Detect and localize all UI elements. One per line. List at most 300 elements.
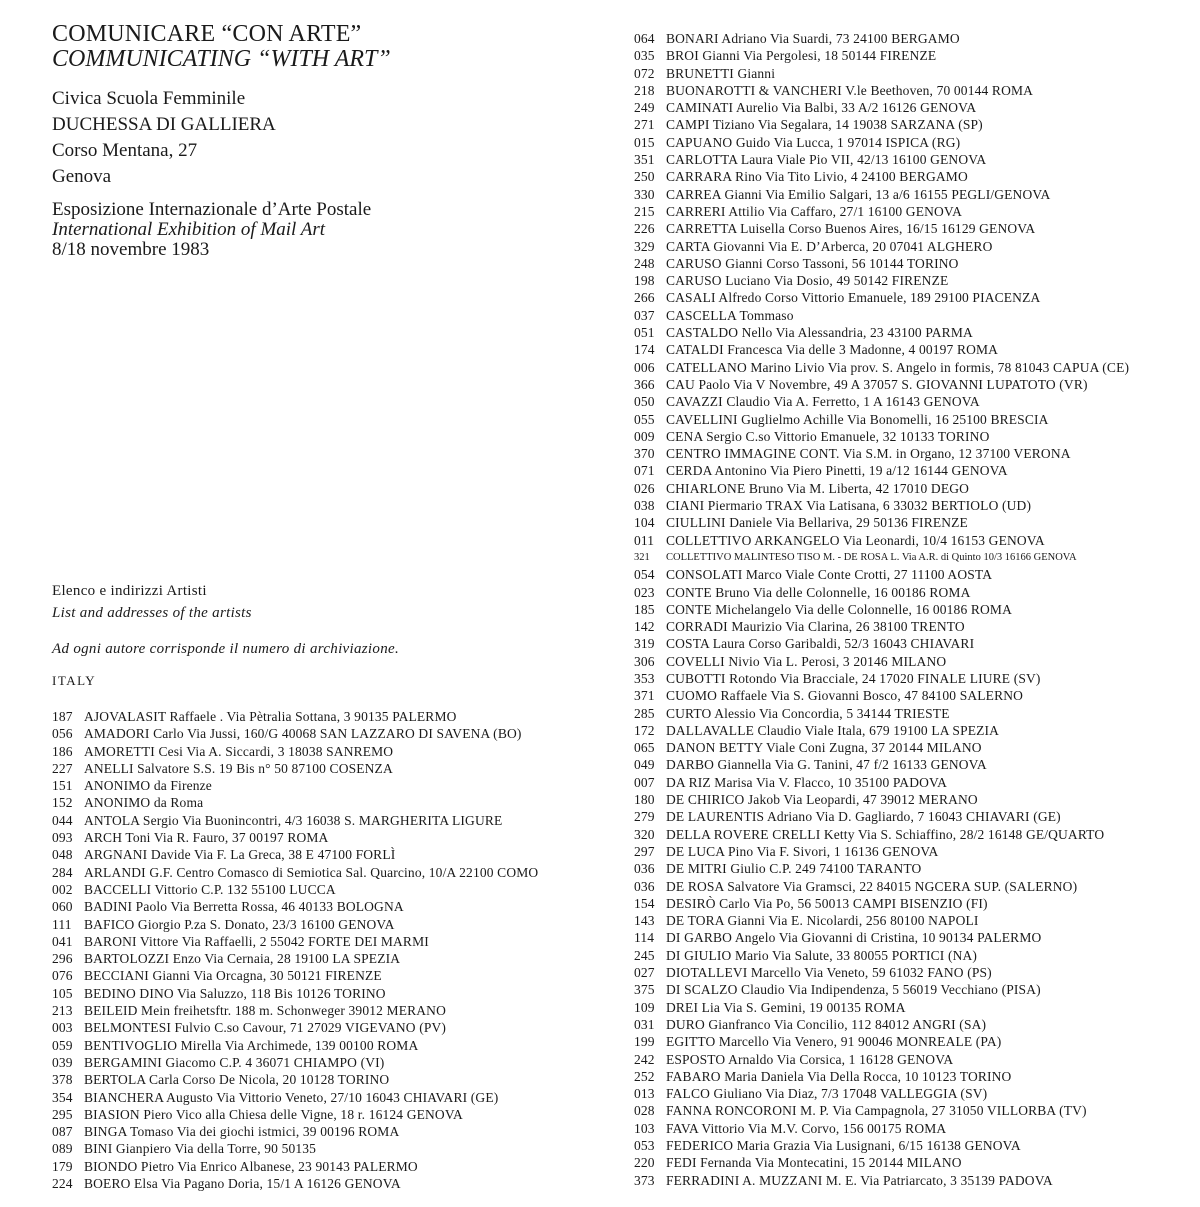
artist-name-address: FAVA Vittorio Via M.V. Corvo, 156 00175 ROMA bbox=[666, 1120, 947, 1136]
archive-number: 245 bbox=[634, 947, 655, 963]
artist-name-address: BARONI Vittore Via Raffaelli, 2 55042 FORTE DEI MARMI bbox=[84, 933, 429, 949]
archive-number: 215 bbox=[634, 203, 655, 219]
archive-number: 060 bbox=[52, 899, 73, 915]
artist-entry bbox=[634, 705, 1194, 722]
archive-number: 199 bbox=[634, 1034, 655, 1050]
artist-name-address: COLLETTIVO ARKANGELO Via Leonardi, 10/4 16153 GENOVA bbox=[666, 532, 1045, 548]
artist-entry bbox=[634, 238, 1194, 255]
artist-name-address: FANNA RONCORONI M. P. Via Campagnola, 27 31050 VILLORBA (TV) bbox=[666, 1103, 1087, 1119]
artist-entry bbox=[634, 134, 1194, 151]
archive-number: 179 bbox=[52, 1158, 73, 1174]
artist-entry bbox=[52, 1019, 612, 1036]
artist-entry bbox=[634, 1085, 1194, 1102]
artist-entry bbox=[634, 1137, 1194, 1154]
archive-number: 354 bbox=[52, 1089, 73, 1105]
artist-name-address: CATELLANO Marino Livio Via prov. S. Angelo in formis, 78 81043 CAPUA (CE) bbox=[666, 359, 1130, 375]
artist-name-address: BENTIVOGLIO Mirella Via Archimede, 139 00100 ROMA bbox=[84, 1037, 419, 1053]
artist-name-address: ARGNANI Davide Via F. La Greca, 38 E 47100 FORLÌ bbox=[84, 847, 396, 863]
artist-name-address: AMORETTI Cesi Via A. Siccardi, 3 18038 SANREMO bbox=[84, 743, 394, 759]
artist-entry bbox=[634, 860, 1194, 877]
artist-name-address: BELMONTESI Fulvio C.so Cavour, 71 27029 VIGEVANO (PV) bbox=[84, 1020, 447, 1036]
artist-name-address: ANONIMO da Firenze bbox=[84, 778, 212, 794]
archive-number: 035 bbox=[634, 48, 655, 64]
artist-entry bbox=[634, 549, 1194, 566]
artist-entry bbox=[634, 618, 1194, 635]
archive-number: 154 bbox=[634, 895, 655, 911]
artist-name-address: CUBOTTI Rotondo Via Bracciale, 24 17020 FINALE LIURE (SV) bbox=[666, 670, 1041, 686]
artist-name-address: CASALI Alfredo Corso Vittorio Emanuele, 189 29100 PIACENZA bbox=[666, 290, 1041, 306]
artist-entry bbox=[634, 376, 1194, 393]
archive-number: 105 bbox=[52, 985, 73, 1001]
artist-name-address: ARCH Toni Via R. Fauro, 37 00197 ROMA bbox=[84, 830, 329, 846]
artist-entry bbox=[52, 1071, 612, 1088]
archive-number: 366 bbox=[634, 376, 655, 392]
archive-number: 048 bbox=[52, 847, 73, 863]
artist-name-address: CAMPI Tiziano Via Segalara, 14 19038 SARZANA (SP) bbox=[666, 117, 983, 133]
artist-entry bbox=[634, 1172, 1194, 1189]
artist-name-address: CASTALDO Nello Via Alessandria, 23 43100 PARMA bbox=[666, 325, 973, 341]
archive-number: 071 bbox=[634, 463, 655, 479]
archive-number: 252 bbox=[634, 1068, 655, 1084]
artist-entry bbox=[634, 843, 1194, 860]
artist-name-address: DI GARBO Angelo Via Giovanni di Cristina, 10 90134 PALERMO bbox=[666, 930, 1042, 946]
artist-name-address: FALCO Giuliano Via Diaz, 7/3 17048 VALLEGGIA (SV) bbox=[666, 1086, 988, 1102]
list-title-english: List and addresses of the artists bbox=[52, 605, 252, 621]
artist-name-address: DE ROSA Salvatore Via Gramsci, 22 84015 NGCERA SUP. (SALERNO) bbox=[666, 878, 1078, 894]
artist-entry bbox=[634, 912, 1194, 929]
artist-name-address: CARLOTTA Laura Viale Pio VII, 42/13 16100 GENOVA bbox=[666, 152, 987, 168]
artist-name-address: DARBO Giannella Via G. Tanini, 47 f/2 16133 GENOVA bbox=[666, 757, 987, 773]
artist-entry bbox=[634, 1154, 1194, 1171]
artist-entry bbox=[634, 929, 1194, 946]
artist-entry bbox=[634, 566, 1194, 583]
archive-number: 093 bbox=[52, 830, 73, 846]
artist-entry bbox=[634, 947, 1194, 964]
artist-name-address: DESIRÒ Carlo Via Po, 56 50013 CAMPI BISENZIO (FI) bbox=[666, 895, 988, 911]
artist-name-address: CAVELLINI Guglielmo Achille Via Bonomelli, 16 25100 BRESCIA bbox=[666, 411, 1049, 427]
artist-entry bbox=[634, 670, 1194, 687]
archive-number: 250 bbox=[634, 169, 655, 185]
archive-number: 109 bbox=[634, 999, 655, 1015]
artist-entry bbox=[634, 601, 1194, 618]
artist-entry bbox=[634, 791, 1194, 808]
artist-name-address: DANON BETTY Viale Coni Zugna, 37 20144 MILANO bbox=[666, 740, 982, 756]
archive-number: 285 bbox=[634, 705, 655, 721]
artist-entry bbox=[52, 777, 612, 794]
artist-name-address: CIANI Piermario TRAX Via Latisana, 6 33032 BERTIOLO (UD) bbox=[666, 498, 1032, 514]
artist-entry bbox=[634, 220, 1194, 237]
artist-entry bbox=[634, 393, 1194, 410]
archive-number: 249 bbox=[634, 100, 655, 116]
archive-number: 114 bbox=[634, 930, 655, 946]
archive-number: 037 bbox=[634, 307, 655, 323]
artist-name-address: CARRARA Rino Via Tito Livio, 4 24100 BERGAMO bbox=[666, 169, 968, 185]
artist-name-address: BIONDO Pietro Via Enrico Albanese, 23 90143 PALERMO bbox=[84, 1158, 418, 1174]
artist-name-address: CARTA Giovanni Via E. D’Arberca, 20 07041 ALGHERO bbox=[666, 238, 993, 254]
archive-number: 242 bbox=[634, 1051, 655, 1067]
artist-entry bbox=[634, 774, 1194, 791]
artist-name-address: BIASION Piero Vico alla Chiesa delle Vigne, 18 r. 16124 GENOVA bbox=[84, 1106, 463, 1122]
city: Genova bbox=[52, 166, 112, 187]
artist-name-address: CARREA Gianni Via Emilio Salgari, 13 a/6 16155 PEGLI/GENOVA bbox=[666, 186, 1051, 202]
school-name: DUCHESSA DI GALLIERA bbox=[52, 114, 276, 135]
archive-number: 104 bbox=[634, 515, 655, 531]
artist-name-address: CONTE Bruno Via delle Colonnelle, 16 00186 ROMA bbox=[666, 584, 971, 600]
artist-entry bbox=[634, 307, 1194, 324]
archive-number: 111 bbox=[52, 916, 72, 932]
artist-name-address: DI GIULIO Mario Via Salute, 33 80055 PORTICI (NA) bbox=[666, 947, 978, 963]
archive-number: 076 bbox=[52, 968, 73, 984]
artist-entry bbox=[634, 687, 1194, 704]
archive-number: 050 bbox=[634, 394, 655, 410]
archive-number: 049 bbox=[634, 757, 655, 773]
artist-entry bbox=[52, 743, 612, 760]
artist-entry bbox=[52, 985, 612, 1002]
artist-name-address: COLLETTIVO MALINTESO TISO M. - DE ROSA L. Via A.R. di Quinto 10/3 16166 GENOVA bbox=[666, 551, 1077, 563]
archive-number: 187 bbox=[52, 709, 73, 724]
artist-name-address: CAMINATI Aurelio Via Balbi, 33 A/2 16126 GENOVA bbox=[666, 100, 977, 116]
artist-entry bbox=[634, 341, 1194, 358]
artist-name-address: BADINI Paolo Via Berretta Rossa, 46 40133 BOLOGNA bbox=[84, 899, 404, 915]
archive-number: 039 bbox=[52, 1054, 73, 1070]
archive-number: 373 bbox=[634, 1172, 655, 1188]
archive-number: 353 bbox=[634, 670, 655, 686]
archive-number: 027 bbox=[634, 965, 655, 981]
artist-entry bbox=[634, 289, 1194, 306]
artist-name-address: AJOVALASIT Raffaele . Via Pètralia Sottana, 3 90135 PALERMO bbox=[84, 709, 457, 724]
archive-number: 011 bbox=[634, 532, 655, 548]
archive-number: 044 bbox=[52, 812, 73, 828]
artist-entry bbox=[634, 584, 1194, 601]
artist-name-address: DE TORA Gianni Via E. Nicolardi, 256 80100 NAPOLI bbox=[666, 913, 979, 929]
list-title-italian: Elenco e indirizzi Artisti bbox=[52, 583, 207, 599]
archive-number: 055 bbox=[634, 411, 655, 427]
artist-entry bbox=[634, 999, 1194, 1016]
artist-name-address: DELLA ROVERE CRELLI Ketty Via S. Schiaffino, 28/2 16148 GE/QUARTO bbox=[666, 826, 1105, 842]
archive-number: 142 bbox=[634, 619, 655, 635]
archive-number: 226 bbox=[634, 221, 655, 237]
artist-entry bbox=[52, 1002, 612, 1019]
artist-name-address: BECCIANI Gianni Via Orcagna, 30 50121 FIRENZE bbox=[84, 968, 382, 984]
artist-name-address: AMADORI Carlo Via Jussi, 160/G 40068 SAN LAZZARO DI SAVENA (BO) bbox=[84, 726, 522, 742]
archive-number: 266 bbox=[634, 290, 655, 306]
archive-number: 174 bbox=[634, 342, 655, 358]
artist-name-address: CIULLINI Daniele Via Bellariva, 29 50136 FIRENZE bbox=[666, 515, 968, 531]
archive-number: 329 bbox=[634, 238, 655, 254]
archive-number: 351 bbox=[634, 152, 655, 168]
artist-entry bbox=[634, 255, 1194, 272]
artist-name-address: CHIARLONE Bruno Via M. Liberta, 42 17010 DEGO bbox=[666, 480, 970, 496]
venue-address bbox=[52, 86, 612, 190]
artist-entry bbox=[52, 1123, 612, 1140]
artist-entry bbox=[52, 1037, 612, 1054]
archive-number: 051 bbox=[634, 325, 655, 341]
archive-number: 003 bbox=[52, 1020, 73, 1036]
artist-name-address: DREI Lia Via S. Gemini, 19 00135 ROMA bbox=[666, 999, 906, 1015]
archive-number: 007 bbox=[634, 774, 655, 790]
artist-entry bbox=[52, 1106, 612, 1123]
artist-entry bbox=[634, 272, 1194, 289]
archive-number: 378 bbox=[52, 1072, 73, 1088]
artist-entry bbox=[634, 462, 1194, 479]
archive-number: 015 bbox=[634, 134, 655, 150]
archive-number: 296 bbox=[52, 951, 73, 967]
artist-entry bbox=[52, 1158, 612, 1175]
archive-number: 213 bbox=[52, 1003, 73, 1019]
archive-number: 087 bbox=[52, 1124, 73, 1140]
archive-number: 321 bbox=[634, 551, 650, 563]
exhibition-dates: 8/18 novembre 1983 bbox=[52, 239, 210, 260]
archive-number: 297 bbox=[634, 843, 655, 859]
artist-entry bbox=[634, 151, 1194, 168]
archive-number: 306 bbox=[634, 653, 655, 669]
artist-name-address: CUOMO Raffaele Via S. Giovanni Bosco, 47 84100 SALERNO bbox=[666, 688, 1024, 704]
archive-number: 002 bbox=[52, 881, 73, 897]
archive-number: 371 bbox=[634, 688, 655, 704]
school-label: Civica Scuola Femminile bbox=[52, 88, 246, 109]
archive-number: 152 bbox=[52, 795, 73, 811]
artist-name-address: CATALDI Francesca Via delle 3 Madonne, 4 00197 ROMA bbox=[666, 342, 999, 358]
artist-entry bbox=[52, 812, 612, 829]
artist-entry bbox=[634, 964, 1194, 981]
artist-entry bbox=[634, 82, 1194, 99]
artist-name-address: BROI Gianni Via Pergolesi, 18 50144 FIRENZE bbox=[666, 48, 937, 64]
artist-entry bbox=[52, 916, 612, 933]
artist-entry bbox=[634, 653, 1194, 670]
artist-entry bbox=[634, 497, 1194, 514]
archive-number: 103 bbox=[634, 1120, 655, 1136]
artist-name-address: CORRADI Maurizio Via Clarina, 26 38100 TRENTO bbox=[666, 619, 965, 635]
artist-entry bbox=[634, 1068, 1194, 1085]
archive-number: 036 bbox=[634, 878, 655, 894]
artist-name-address: BIANCHERA Augusto Via Vittorio Veneto, 27/10 16043 CHIAVARI (GE) bbox=[84, 1089, 499, 1105]
artist-name-address: CARUSO Gianni Corso Tassoni, 56 10144 TORINO bbox=[666, 255, 959, 271]
archive-number: 013 bbox=[634, 1086, 655, 1102]
artist-name-address: BERTOLA Carla Corso De Nicola, 20 10128 TORINO bbox=[84, 1072, 390, 1088]
artist-name-address: BAFICO Giorgio P.za S. Donato, 23/3 16100 GENOVA bbox=[84, 916, 395, 932]
artist-list-left bbox=[52, 708, 612, 1192]
artist-list-right bbox=[634, 30, 1194, 1189]
artist-entry bbox=[52, 898, 612, 915]
archive-number: 041 bbox=[52, 933, 73, 949]
artist-entry bbox=[52, 708, 612, 725]
artist-entry bbox=[634, 324, 1194, 341]
artist-name-address: ANELLI Salvatore S.S. 19 Bis n° 50 87100 COSENZA bbox=[84, 760, 393, 776]
artist-entry bbox=[634, 895, 1194, 912]
archive-number: 143 bbox=[634, 913, 655, 929]
archive-number: 284 bbox=[52, 864, 73, 880]
artist-name-address: BUONAROTTI & VANCHERI V.le Beethoven, 70 00144 ROMA bbox=[666, 82, 1034, 98]
street-address: Corso Mentana, 27 bbox=[52, 140, 198, 161]
artist-entry bbox=[634, 168, 1194, 185]
artist-name-address: DE MITRI Giulio C.P. 249 74100 TARANTO bbox=[666, 861, 922, 877]
artist-entry bbox=[52, 950, 612, 967]
artist-entry bbox=[52, 829, 612, 846]
artist-name-address: FEDI Fernanda Via Montecatini, 15 20144 MILANO bbox=[666, 1155, 962, 1171]
archive-number: 056 bbox=[52, 726, 73, 742]
list-intro bbox=[52, 580, 612, 690]
artist-entry bbox=[52, 933, 612, 950]
artist-entry bbox=[52, 1140, 612, 1157]
artist-entry bbox=[634, 480, 1194, 497]
artist-name-address: CAVAZZI Claudio Via A. Ferretto, 1 A 16143 GENOVA bbox=[666, 394, 980, 410]
artist-name-address: ANONIMO da Roma bbox=[84, 795, 204, 811]
archive-number: 023 bbox=[634, 584, 655, 600]
artist-entry bbox=[634, 186, 1194, 203]
archive-number: 295 bbox=[52, 1106, 73, 1122]
country-heading: ITALY bbox=[52, 673, 97, 688]
artist-entry bbox=[634, 739, 1194, 756]
artist-entry bbox=[634, 826, 1194, 843]
artist-entry bbox=[52, 794, 612, 811]
artist-entry bbox=[634, 981, 1194, 998]
artist-entry bbox=[52, 967, 612, 984]
artist-entry bbox=[634, 1120, 1194, 1137]
archive-number: 319 bbox=[634, 636, 655, 652]
archive-number: 375 bbox=[634, 982, 655, 998]
archive-number: 218 bbox=[634, 82, 655, 98]
artist-entry bbox=[634, 47, 1194, 64]
artist-entry bbox=[634, 1033, 1194, 1050]
archive-number: 054 bbox=[634, 567, 655, 583]
archive-number: 279 bbox=[634, 809, 655, 825]
artist-entry bbox=[634, 359, 1194, 376]
artist-name-address: BACCELLI Vittorio C.P. 132 55100 LUCCA bbox=[84, 881, 336, 897]
artist-entry bbox=[634, 635, 1194, 652]
artist-entry bbox=[634, 756, 1194, 773]
artist-entry bbox=[634, 878, 1194, 895]
artist-name-address: BEILEID Mein freihetsftr. 188 m. Schonweger 39012 MERANO bbox=[84, 1003, 446, 1019]
title-italian: COMUNICARE “CON ARTE” bbox=[52, 21, 362, 47]
artist-entry bbox=[634, 428, 1194, 445]
artist-name-address: FERRADINI A. MUZZANI M. E. Via Patriarcato, 3 35139 PADOVA bbox=[666, 1172, 1053, 1188]
artist-name-address: DE LAURENTIS Adriano Via D. Gagliardo, 7 16043 CHIAVARI (GE) bbox=[666, 809, 1061, 825]
artist-name-address: CENA Sergio C.so Vittorio Emanuele, 32 10133 TORINO bbox=[666, 428, 990, 444]
artist-name-address: DURO Gianfranco Via Concilio, 112 84012 ANGRI (SA) bbox=[666, 1016, 987, 1032]
artist-entry bbox=[52, 864, 612, 881]
artist-name-address: COVELLI Nivio Via L. Perosi, 3 20146 MILANO bbox=[666, 653, 947, 669]
artist-name-address: FEDERICO Maria Grazia Via Lusignani, 6/15 16138 GENOVA bbox=[666, 1138, 1021, 1153]
artist-entry bbox=[634, 1016, 1194, 1033]
archive-number-note: Ad ogni autore corrisponde il numero di archiviazione. bbox=[52, 641, 399, 657]
artist-name-address: CASCELLA Tommaso bbox=[666, 307, 794, 323]
archive-number: 320 bbox=[634, 826, 655, 842]
artist-entry bbox=[634, 116, 1194, 133]
artist-name-address: CARRETTA Luisella Corso Buenos Aires, 16/15 16129 GENOVA bbox=[666, 221, 1036, 237]
archive-number: 038 bbox=[634, 498, 655, 514]
artist-name-address: BINI Gianpiero Via della Torre, 90 50135 bbox=[84, 1141, 317, 1157]
artist-entry bbox=[634, 532, 1194, 549]
archive-number: 028 bbox=[634, 1103, 655, 1119]
artist-name-address: CAU Paolo Via V Novembre, 49 A 37057 S. GIOVANNI LUPATOTO (VR) bbox=[666, 376, 1088, 392]
archive-number: 180 bbox=[634, 792, 655, 808]
archive-number: 072 bbox=[634, 65, 655, 81]
artist-name-address: BERGAMINI Giacomo C.P. 4 36071 CHIAMPO (VI) bbox=[84, 1054, 385, 1070]
archive-number: 172 bbox=[634, 722, 655, 738]
artist-name-address: ANTOLA Sergio Via Buonincontri, 4/3 16038 S. MARGHERITA LIGURE bbox=[84, 812, 503, 828]
archive-number: 151 bbox=[52, 778, 73, 794]
artist-entry bbox=[52, 725, 612, 742]
artist-name-address: CAPUANO Guido Via Lucca, 1 97014 ISPICA (RG) bbox=[666, 134, 961, 150]
archive-number: 227 bbox=[52, 760, 73, 776]
artist-entry bbox=[52, 881, 612, 898]
artist-entry bbox=[52, 1175, 612, 1192]
artist-name-address: DALLAVALLE Claudio Viale Itala, 679 19100 LA SPEZIA bbox=[666, 722, 1000, 738]
artist-entry bbox=[634, 65, 1194, 82]
archive-number: 224 bbox=[52, 1176, 73, 1192]
artist-name-address: BEDINO DINO Via Saluzzo, 118 Bis 10126 TORINO bbox=[84, 985, 386, 1001]
artist-name-address: BRUNETTI Gianni bbox=[666, 65, 776, 81]
archive-number: 185 bbox=[634, 601, 655, 617]
artist-name-address: DE LUCA Pino Via F. Sivori, 1 16136 GENOVA bbox=[666, 843, 939, 859]
artist-entry bbox=[634, 411, 1194, 428]
archive-number: 330 bbox=[634, 186, 655, 202]
archive-number: 036 bbox=[634, 861, 655, 877]
archive-number: 220 bbox=[634, 1155, 655, 1171]
archive-number: 026 bbox=[634, 480, 655, 496]
artist-name-address: FABARO Maria Daniela Via Della Rocca, 10 10123 TORINO bbox=[666, 1068, 1012, 1084]
archive-number: 009 bbox=[634, 428, 655, 444]
artist-entry bbox=[634, 808, 1194, 825]
exhibition-info bbox=[52, 200, 612, 260]
artist-name-address: CARUSO Luciano Via Dosio, 49 50142 FIRENZE bbox=[666, 273, 949, 289]
artist-entry bbox=[52, 846, 612, 863]
artist-entry bbox=[634, 203, 1194, 220]
artist-name-address: BARTOLOZZI Enzo Via Cernaia, 28 19100 LA SPEZIA bbox=[84, 951, 401, 967]
artist-entry bbox=[634, 445, 1194, 462]
artist-name-address: CONTE Michelangelo Via delle Colonnelle, 16 00186 ROMA bbox=[666, 601, 1012, 617]
archive-number: 059 bbox=[52, 1037, 73, 1053]
archive-number: 031 bbox=[634, 1016, 655, 1032]
title-english: COMMUNICATING “WITH ART” bbox=[52, 46, 391, 72]
exhibition-title-italian: Esposizione Internazionale d’Arte Postale bbox=[52, 199, 372, 220]
artist-entry bbox=[634, 1051, 1194, 1068]
archive-number: 089 bbox=[52, 1141, 73, 1157]
artist-name-address: DIOTALLEVI Marcello Via Veneto, 59 61032 FANO (PS) bbox=[666, 965, 992, 981]
artist-entry bbox=[634, 30, 1194, 47]
artist-name-address: ESPOSTO Arnaldo Via Corsica, 1 16128 GENOVA bbox=[666, 1051, 954, 1067]
artist-entry bbox=[634, 99, 1194, 116]
artist-entry bbox=[52, 1089, 612, 1106]
exhibition-title-english: International Exhibition of Mail Art bbox=[52, 219, 326, 240]
archive-number: 271 bbox=[634, 117, 655, 133]
artist-name-address: ARLANDI G.F. Centro Comasco di Semiotica Sal. Quarcino, 10/A 22100 COMO bbox=[84, 864, 539, 880]
artist-name-address: BOERO Elsa Via Pagano Doria, 15/1 A 16126 GENOVA bbox=[84, 1176, 401, 1192]
artist-entry bbox=[634, 722, 1194, 739]
artist-name-address: DE CHIRICO Jakob Via Leopardi, 47 39012 MERANO bbox=[666, 792, 978, 808]
artist-name-address: COSTA Laura Corso Garibaldi, 52/3 16043 CHIAVARI bbox=[666, 636, 975, 652]
archive-number: 198 bbox=[634, 273, 655, 289]
archive-number: 053 bbox=[634, 1138, 655, 1153]
artist-name-address: BONARI Adriano Via Suardi, 73 24100 BERGAMO bbox=[666, 31, 960, 46]
archive-number: 065 bbox=[634, 740, 655, 756]
archive-number: 186 bbox=[52, 743, 73, 759]
artist-name-address: CERDA Antonino Via Piero Pinetti, 19 a/12 16144 GENOVA bbox=[666, 463, 1008, 479]
artist-name-address: CARRERI Attilio Via Caffaro, 27/1 16100 GENOVA bbox=[666, 203, 962, 219]
archive-number: 370 bbox=[634, 446, 655, 462]
artist-name-address: BINGA Tomaso Via dei giochi istmici, 39 00196 ROMA bbox=[84, 1124, 400, 1140]
artist-name-address: CURTO Alessio Via Concordia, 5 34144 TRIESTE bbox=[666, 705, 950, 721]
artist-entry bbox=[52, 760, 612, 777]
artist-name-address: DA RIZ Marisa Via V. Flacco, 10 35100 PADOVA bbox=[666, 774, 948, 790]
archive-number: 064 bbox=[634, 31, 655, 46]
artist-name-address: CONSOLATI Marco Viale Conte Crotti, 27 11100 AOSTA bbox=[666, 567, 993, 583]
archive-number: 248 bbox=[634, 255, 655, 271]
artist-entry bbox=[634, 1102, 1194, 1119]
artist-name-address: EGITTO Marcello Via Venero, 91 90046 MONREALE (PA) bbox=[666, 1034, 1002, 1050]
artist-name-address: CENTRO IMMAGINE CONT. Via S.M. in Organo, 12 37100 VERONA bbox=[666, 446, 1071, 462]
artist-entry bbox=[634, 514, 1194, 531]
